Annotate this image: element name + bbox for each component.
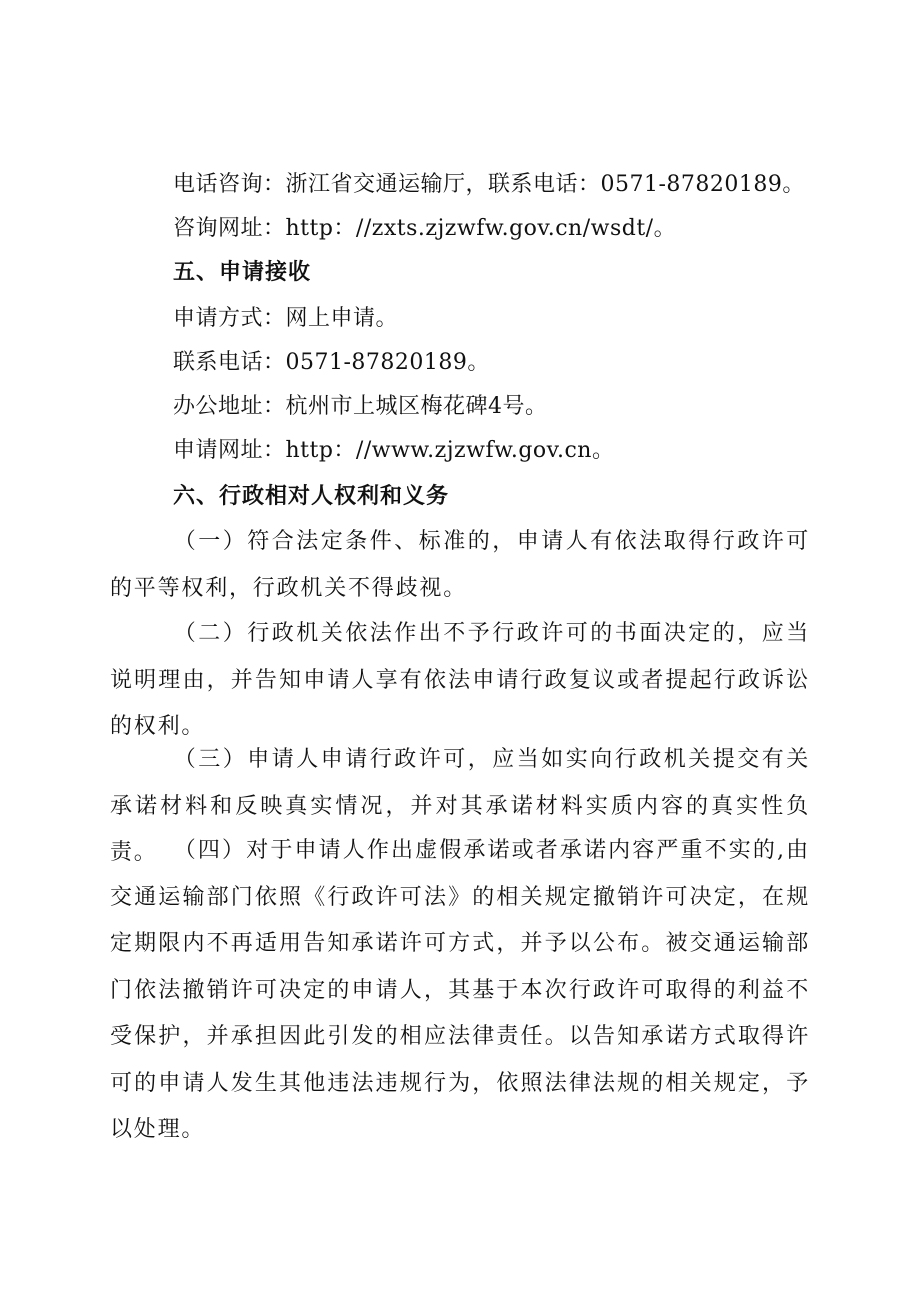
phone-consult-line: 电话咨询：浙江省交通运输厅，联系电话：0571-87820189。 bbox=[173, 172, 805, 197]
rights-paragraph-4: （四）对于申请人作出虚假承诺或者承诺内容严重不实的,由交通运输部门依照《行政许可法》的相关规定撤销许可决定，在规定期限内不再适用告知承诺许可方式，并予以公布。被交通运输部门依法撤销许可决定的申请人，其基于本次行政许可取得的利益不受保护，并承担因此引发的相应法律责任。以告知承诺方式取得许可的申请人发生其他违法违规行为，依照法律法规的相关规定，予以处理。 bbox=[110, 838, 810, 1142]
office-address-line: 办公地址：杭州市上城区梅花碑4号。 bbox=[173, 394, 548, 419]
apply-url-line: 申请网址：http：//www.zjzwfw.gov.cn。 bbox=[173, 438, 615, 463]
rights-paragraph-3: （三）申请人申请行政许可，应当如实向行政机关提交有关承诺材料和反映真实情况，并对其承诺材料实质内容的真实性负责。 bbox=[110, 747, 810, 865]
section-5-heading: 五、申请接收 bbox=[173, 260, 312, 285]
consult-url-line: 咨询网址：http：//zxts.zjzwfw.gov.cn/wsdt/。 bbox=[173, 216, 677, 241]
apply-method-line: 申请方式：网上申请。 bbox=[173, 306, 399, 331]
section-6-heading: 六、行政相对人权利和义务 bbox=[173, 484, 450, 509]
rights-paragraph-2: （二）行政机关依法作出不予行政许可的书面决定的，应当说明理由，并告知申请人享有依法申请行政复议或者提起行政诉讼的权利。 bbox=[110, 621, 810, 739]
rights-paragraph-1: （一）符合法定条件、标准的，申请人有依法取得行政许可的平等权利，行政机关不得歧视。 bbox=[110, 529, 810, 601]
apply-phone-line: 联系电话：0571-87820189。 bbox=[173, 350, 490, 375]
